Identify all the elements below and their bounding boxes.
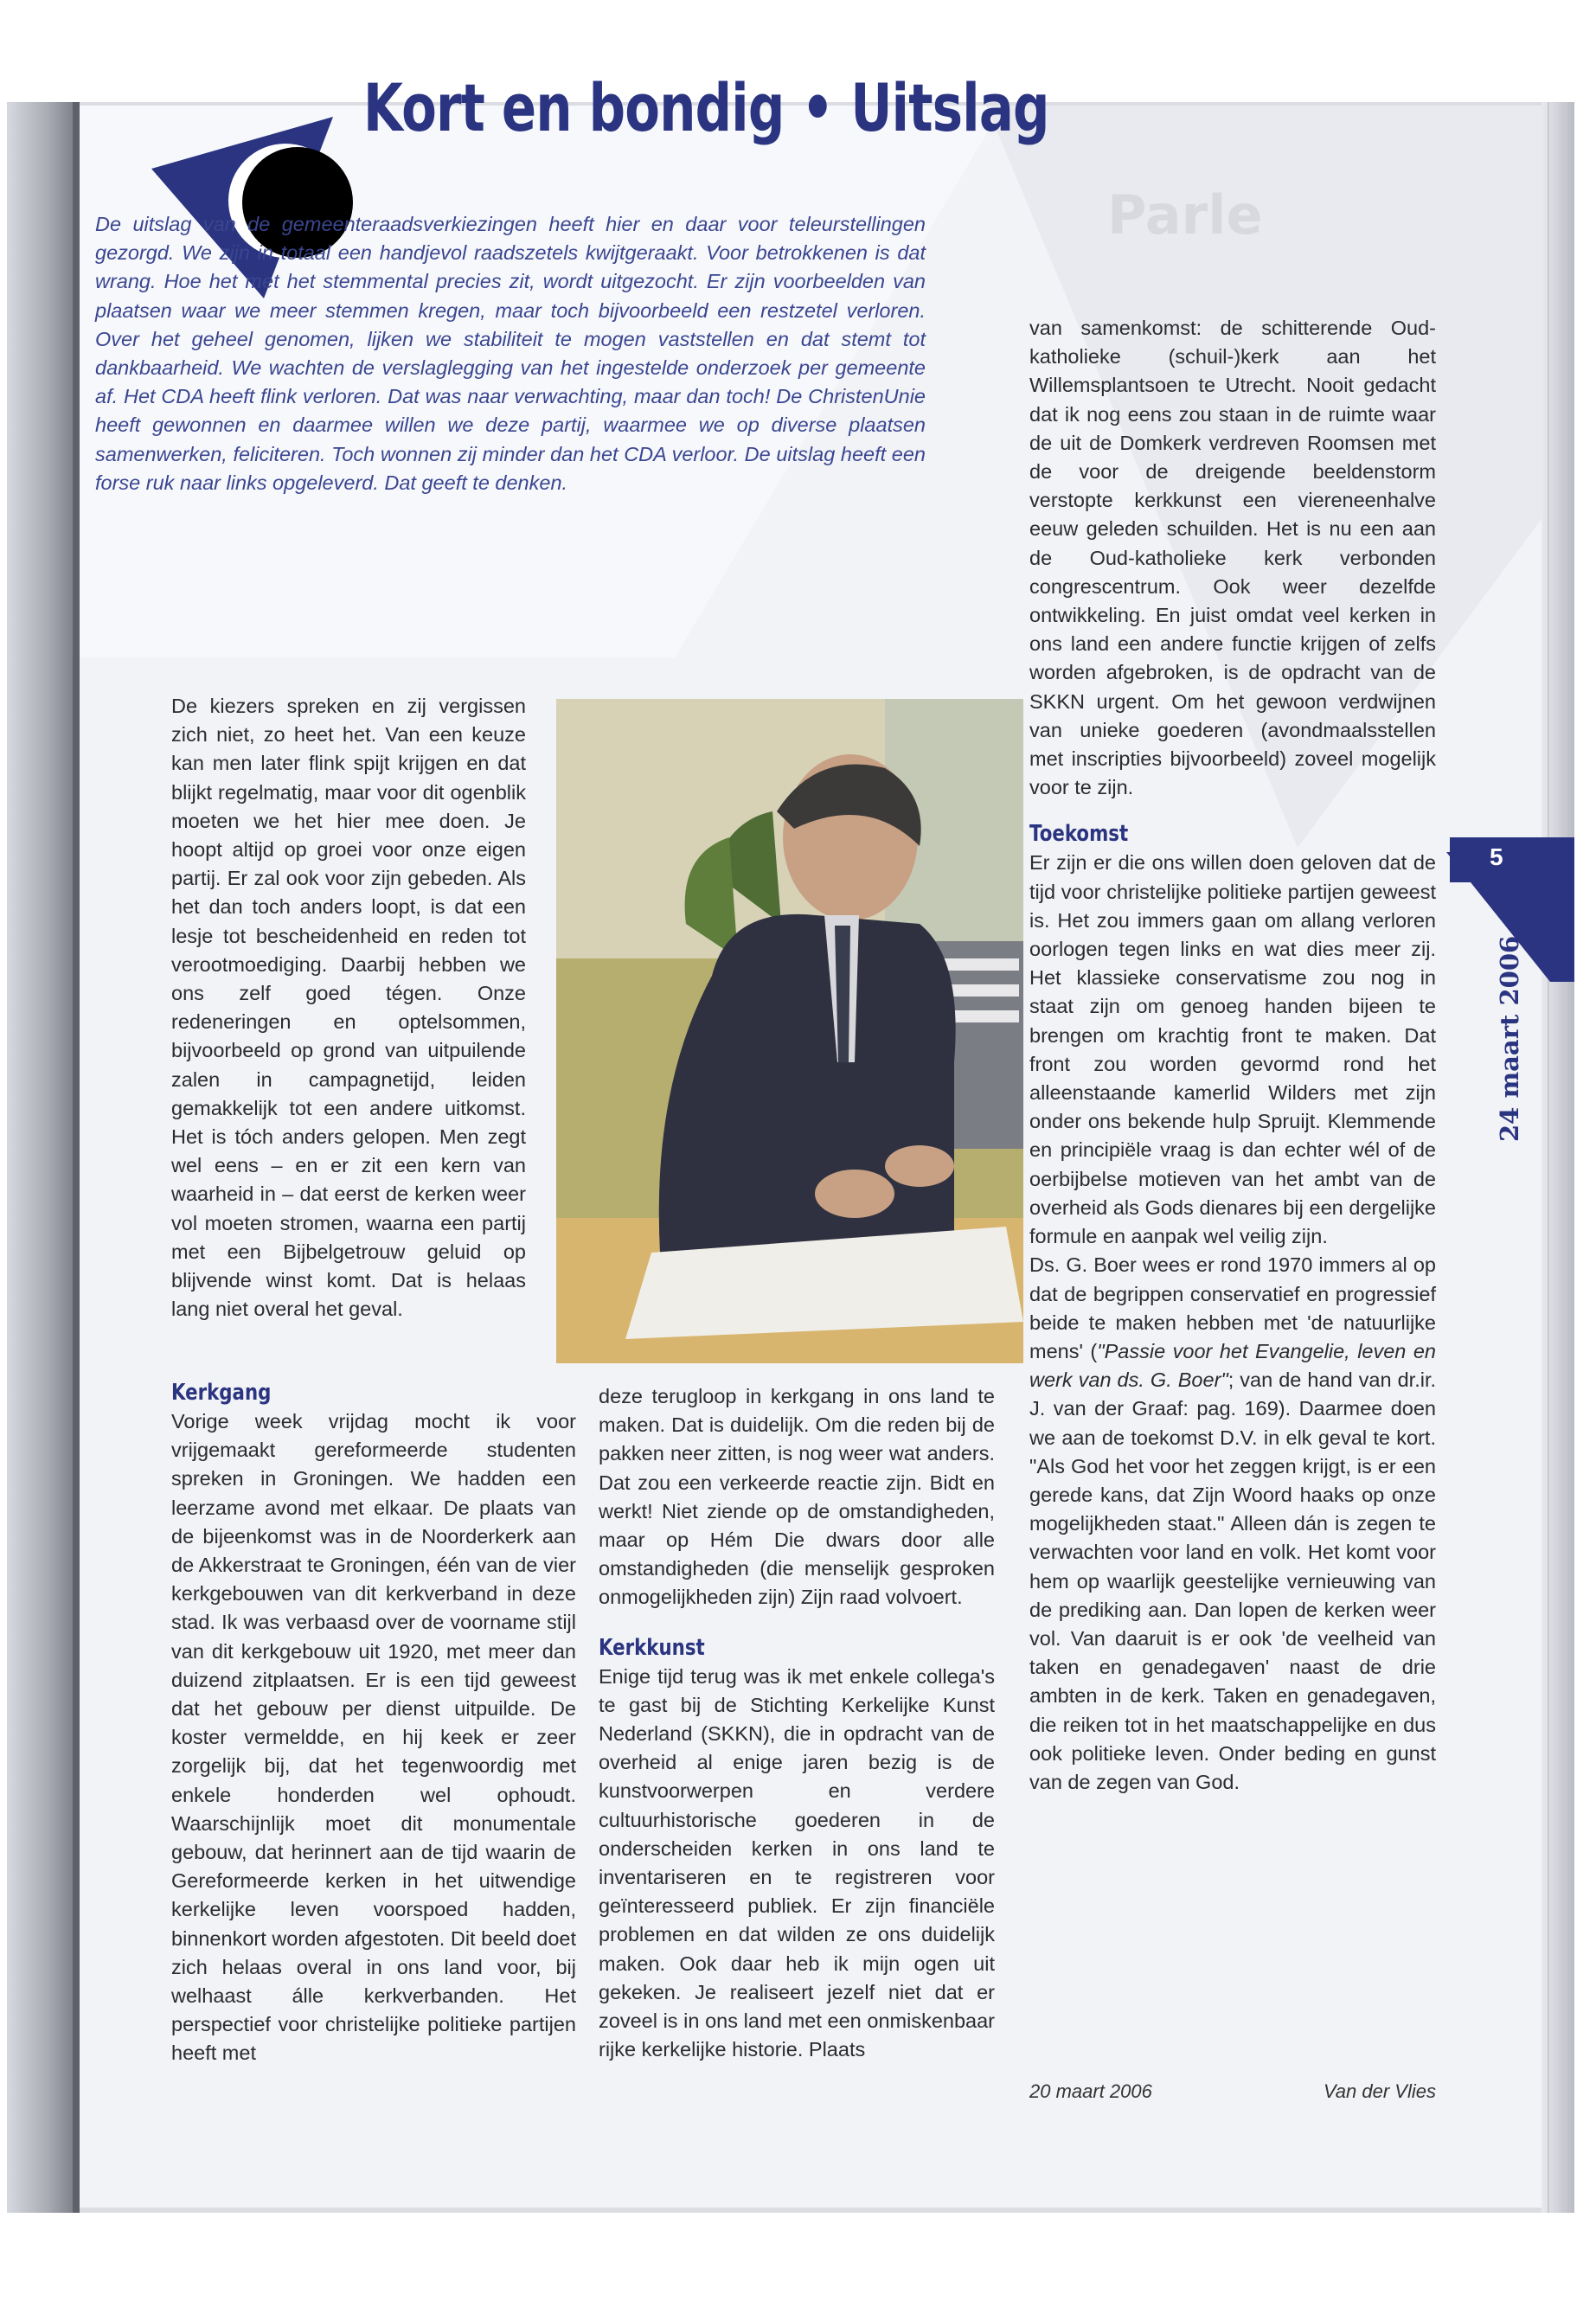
- intro-paragraph: De uitslag van de gemeenteraadsverkiezingen heeft hier en daar voor teleurstellingen gezorgd. We zijn in totaal een handjevol raadszetels kwijtgeraakt. Voor betrokkenen is dat wrang. Hoe het met het stemmental precies zit, wordt uitgezocht. Er zijn voorbeelden van plaatsen waar we meer stemmen kregen, maar toch bijvoorbeeld een restzetel verloren. Over het geheel genomen, lijken we stabiliteit te mogen vaststellen en dat stemt tot dankbaarheid. We wachten de verslaglegging van het ingestelde onderzoek per gemeente af. Het CDA heeft flink verloren. Dat was naar verwachting, maar dan toch! De ChristenUnie heeft gewonnen en daarmee willen we deze partij, waarmee we op diverse plaatsen samenwerken, feliciteren. Toch wonnen zij minder dan het CDA verloor. De uitslag heeft een forse ruk naar links opgeleverd. Dat geeft te denken.: [95, 213, 926, 494]
- kerkkunst-paragraph: Enige tijd terug was ik met enkele collega's te gast bij de Stichting Kerkelijke Kunst Nederland (SKKN), die in opdracht van de overheid al enige jaren bezig is de kunstvoorwerpen en verdere cultuurhistorische goederen in de onderscheiden kerken in ons land te inventariseren en te registreren voor geïnteresseerd publiek. Er zijn financiële problemen en dat wilden ze ons duidelijk maken. Ook daar heb ik mijn ogen uit gekeken. Je realiseert jezelf niet dat er zoveel is in ons land met een onmiskenbaar rijke kerkelijke historie. Plaats: [599, 1664, 995, 2061]
- footer-author: Van der Vlies: [1323, 2080, 1436, 2102]
- footer-date: 20 maart 2006: [1029, 2080, 1152, 2102]
- right-top-paragraph: van samenkomst: de schitterende Oud-katholieke (schuil-)kerk aan het Willemsplantsoen te Utrecht. Nooit gedacht dat ik nog eens zou staan in de ruimte waar de uit de Domkerk verdreven Roomsen met de voor de dreigende beeldenstorm verstopte kerkkunst een viereneenhalve eeuw geleden schuilden. Het is nu een aan de Oud-katholieke kerk verbonden congrescentrum. Ook weer dezelfde ontwikkeling. En juist omdat veel kerken in ons land een andere functie krijgen of zelfs worden afgebroken, is de opdracht van de SKKN urgent. Om het gewoon verdwijnen van unieke goederen (avondmaalsstellen met inscripties bijvoorbeeld) zoveel mogelijk voor te zijn.: [1029, 317, 1436, 799]
- heading-toekomst: Toekomst: [1029, 821, 1129, 848]
- desk-photo: [556, 699, 1023, 1363]
- issue-date: 24 maart 2006: [1495, 935, 1524, 1142]
- svg-text:Parle: Parle: [1107, 183, 1263, 247]
- heading-kerkgang: Kerkgang: [171, 1380, 272, 1406]
- kerkgang-paragraph: Vorige week vrijdag mocht ik voor vrijgemaakt gereformeerde studenten spreken in Groningen. We hadden een leerzame avond met elkaar. De plaats van de bijeenkomst was in de Noorderkerk aan de Akkerstraat te Groningen, één van de vier kerkgebouwen van dit kerkverband in deze stad. Ik was verbaasd over de voorname stijl van dit kerkgebouw uit 1920, met meer dan duizend zitplaatsen. Er is een tijd geweest dat het gebouw per dienst uitpuilde. De koster vermeldde, en hij keek er zeer zorgelijk bij, dat het tegenwoordig met enkele honderden wel ophoudt. Waarschijnlijk moet dit monumentale gebouw, dat herinnert aan de tijd waarin de Gereformeerde kerken in het uitwendige kerkelijke leven voorspoed hadden, binnenkort worden afgestoten. Dit beeld doet zich helaas overal in ons land voor, bij welhaast álle kerkverbanden. Het perspectief voor christelijke politieke partijen heeft met: [171, 1410, 576, 2065]
- toekomst-paragraph-2: Ds. G. Boer wees er rond 1970 immers al op dat de begrippen conservatief en progressief beide te maken hebben met 'de natuurlijke mens' ("Passie voor het Evangelie, leven en werk van ds. G. Boer"; van de hand van dr.ir. J. van der Graaf: pag. 169). Daarmee doen we aan de toekomst D.V. in elk geval te kort. "Als God het voor het zeggen krijgt, is er een gerede kans, dat Zijn Woord haaks op onze mogelijkheden staat." Alleen dán is zegen te verwachten voor land en volk. Het komt voor hem op waarlijk geestelijke vernieuwing van de prediking aan. Dan lopen de kerken weer vol. Van daaruit is er ook 'de veelheid van taken en genadegaven' naast de drie ambten in de kerk. Taken en genadegaven, die reiken tot in het maatschappelijke en dus ook politieke leven. Onder beding en gunst van de zegen van God.: [1029, 1253, 1437, 1793]
- heading-kerkkunst: Kerkkunst: [599, 1634, 705, 1661]
- page-title: Kort en bondig • Uitslag: [363, 69, 1049, 146]
- left-top-paragraph: De kiezers spreken en zij vergissen zich niet, zo heet het. Van een keuze kan men later flink spijt krijgen en dat blijkt regelmatig, maar voor dit ogenblik moeten we het hier mee doen. Je hoopt altijd op groei voor onze eigen partij. Er zal ook voor zijn gebeden. Als het dan toch anders loopt, is dat een lesje tot bescheidenheid en reden tot verootmoediging. Daarbij hebben we ons zelf goed tégen. Onze redeneringen en optelsommen, bijvoorbeeld op grond van uitpuilende zalen in campagnetijd, leiden gemakkelijk tot een andere uitkomst. Het is tóch anders gelopen. Men zegt wel eens – en er zit een kern van waarheid in – dat eerst de kerken weer vol moeten stromen, waarna een partij met een Bijbelgetrouw geluid op blijvende winst komt. Dat is helaas lang niet overal het geval.: [171, 695, 526, 1321]
- middle-paragraph: deze terugloop in kerkgang in ons land te maken. Dat is duidelijk. Om die reden bij de pakken neer zitten, is nog weer wat anders. Dat zou een verkeerde reactie zijn. Bidt en werkt! Niet ziende op de omstandigheden, maar op Hém Die dwars door alle omstandigheden (die menselijk gesproken onmogelijkheden zijn) Zijn raad volvoert.: [599, 1385, 995, 1609]
- toekomst-paragraph: Er zijn er die ons willen doen geloven dat de tijd voor christelijke politieke partijen geweest is. Het zou immers gaan om allang verloren oorlogen tegen links en wat dies meer zij. Het klassieke conservatisme zou nog in staat zijn om genoeg handen bijeen te brengen om krachtig front te maken. Dat front zou worden gevormd rond het alleenstaande kamerlid Wilders met zijn onder ons bekende hulp Spruijt. Klemmende en principiële vraag is dan echter wél of de oerbijbelse motieven van het ambt van de overheid als Gods dienares bij een dergelijke formule en aanpak wel veilig zijn.: [1029, 851, 1436, 1248]
- page-number: 5: [1490, 843, 1503, 870]
